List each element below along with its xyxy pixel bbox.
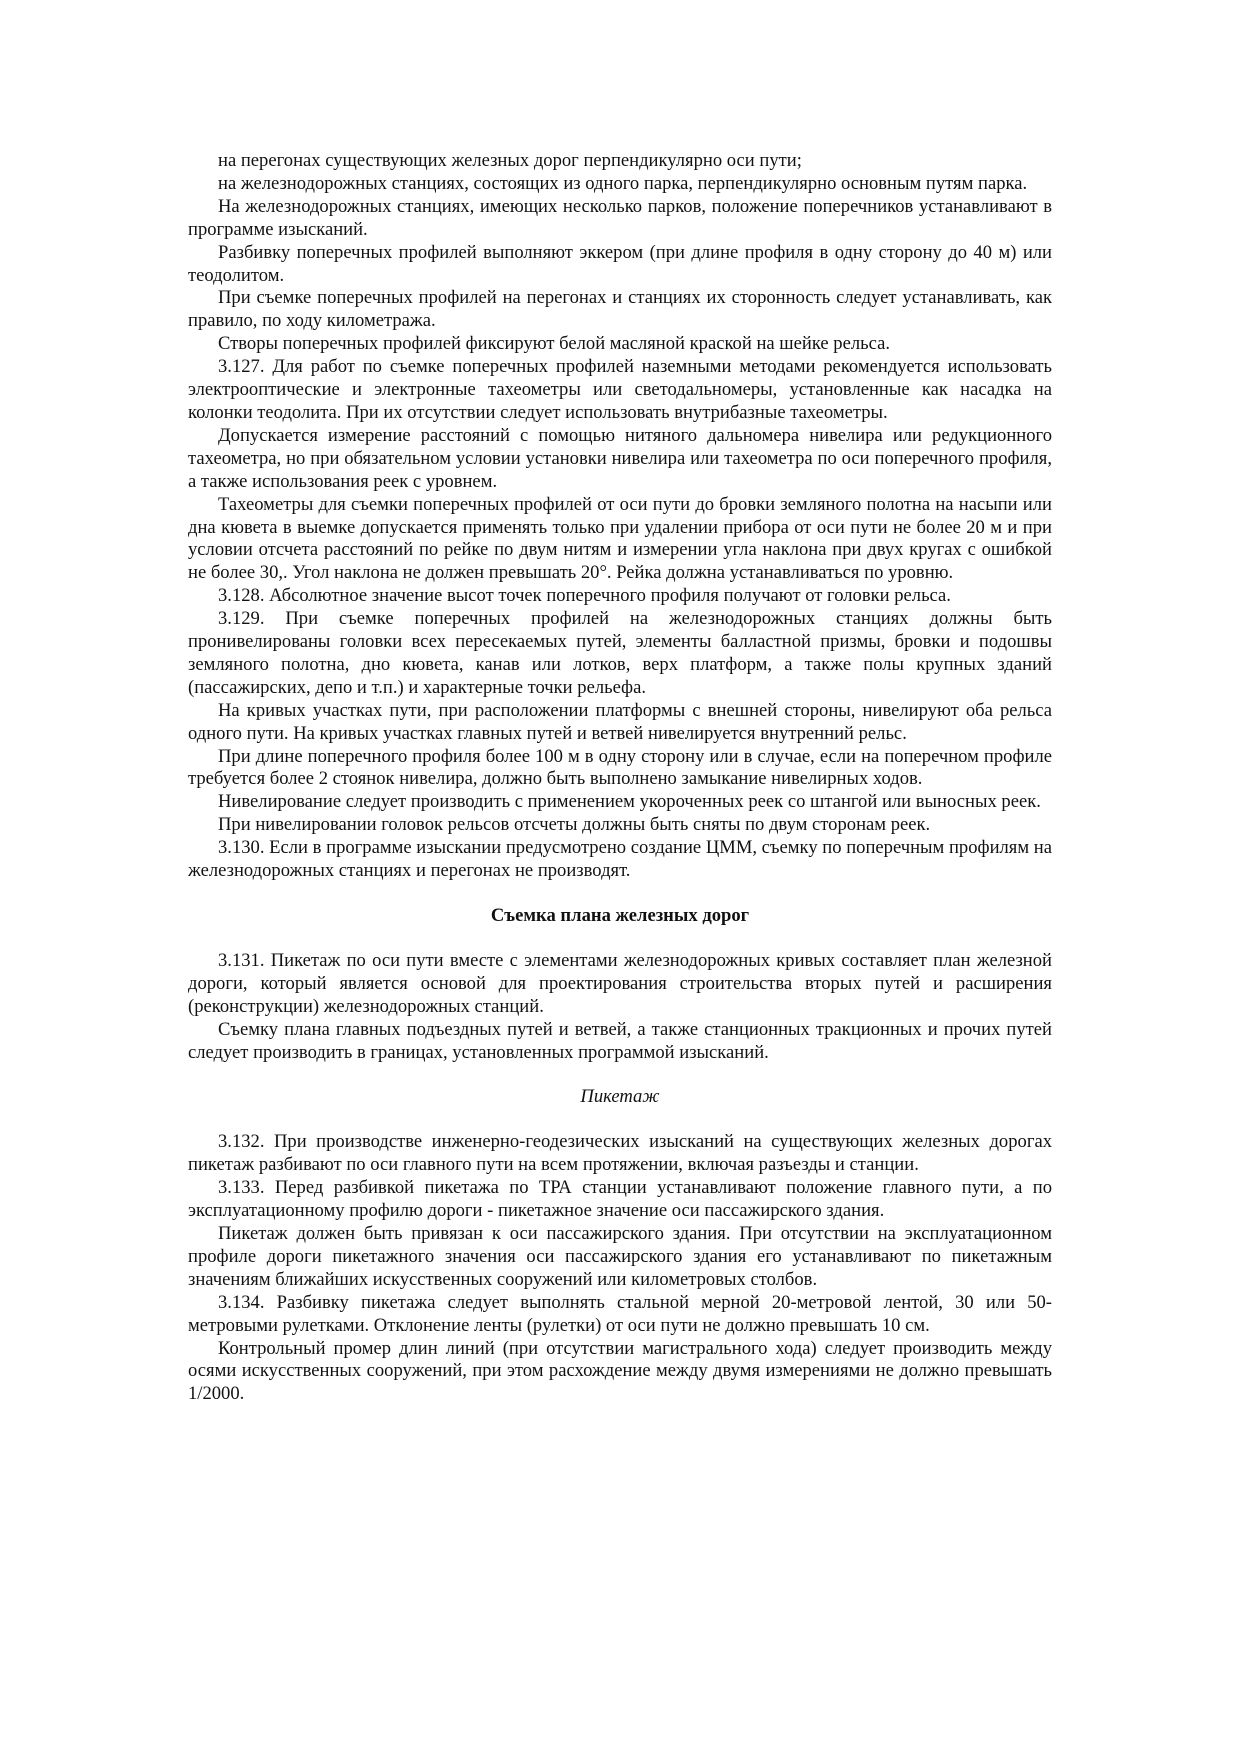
paragraph: На кривых участках пути, при расположении платформы с внешней стороны, нивелируют оба рельса одного пути. На кривых участках главных путей и ветвей нивелируется внутренний рельс. xyxy=(188,699,1052,744)
paragraph: При съемке поперечных профилей на перегонах и станциях их сторонность следует устанавливать, как правило, по ходу километража. xyxy=(188,287,1052,332)
paragraph: Створы поперечных профилей фиксируют белой масляной краской на шейке рельса. xyxy=(218,333,890,355)
paragraph: При длине поперечного профиля более 100 м в одну сторону или в случае, если на поперечном профиле требуется более 2 стоянок нивелира, должно быть выполнено замыкание нивелирных ходов. xyxy=(188,745,1052,790)
paragraph: На железнодорожных станциях, имеющих несколько парков, положение поперечников устанавливают в программе изысканий. xyxy=(188,195,1052,240)
paragraph: на перегонах существующих железных дорог перпендикулярно оси пути; xyxy=(218,150,802,171)
paragraph: Допускается измерение расстояний с помощью нитяного дальномера нивелира или редукционного тахеометра, но при обязательном условии установки нивелира или тахеометра по оси поперечного профиля, а также использования реек с уровнем. xyxy=(188,424,1052,492)
document-page xyxy=(188,150,1052,1406)
paragraph: 3.132. При производстве инженерно-геодезических изысканий на существующих железных дорогах пикетаж разбивают по оси главного пути на всем протяжении, включая разъезды и станции. xyxy=(188,1131,1052,1176)
paragraph: Съемку плана главных подъездных путей и ветвей, а также станционных тракционных и прочих путей следует производить в границах, установленных программой изысканий. xyxy=(188,1018,1052,1063)
paragraph: Разбивку поперечных профилей выполняют эккером (при длине профиля в одну сторону до 40 м) или теодолитом. xyxy=(188,241,1052,286)
paragraph: на железнодорожных станциях, состоящих из одного парка, перпендикулярно основным путям парка. xyxy=(218,172,1028,194)
paragraph: 3.128. Абсолютное значение высот точек поперечного профиля получают от головки рельса. xyxy=(218,585,951,607)
paragraph: Тахеометры для съемки поперечных профилей от оси пути до бровки земляного полотна на насыпи или дна кювета в выемке допускается применять только при удалении прибора от оси пути не более 20 м и при условии отсчета расстояний по рейке по двум нитям и измерении угла наклона при двух кругах с ошибкой не более 30,. Угол наклона не должен превышать 20°. Рейка должна устанавливаться по уровню. xyxy=(188,493,1052,584)
paragraph: При нивелировании головок рельсов отсчеты должны быть сняты по двум сторонам реек. xyxy=(218,814,931,836)
section-heading: Съемка плана железных дорог xyxy=(490,905,750,926)
paragraph: 3.129. При съемке поперечных профилей на железнодорожных станциях должны быть пронивелированы головки всех пересекаемых путей, элементы балластной призмы, бровки и подошвы земляного полотна, дно кювета, канав или лотков, верх платформ, а также полы крупных зданий (пассажирских, депо и т.п.) и характерные точки рельефа. xyxy=(188,608,1052,698)
subsection-heading: Пикетаж xyxy=(580,1086,660,1108)
paragraph: Пикетаж должен быть привязан к оси пассажирского здания. При отсутствии на эксплуатационном профиле дороги пикетажного значения оси пассажирского здания его устанавливают по пикетажным значениям ближайших искусственных сооружений или километровых столбов. xyxy=(188,1222,1052,1290)
paragraph: 3.133. Перед разбивкой пикетажа по ТРА станции устанавливают положение главного пути, а по эксплуатационному профилю дороги - пикетажное значение оси пассажирского здания. xyxy=(188,1177,1052,1222)
paragraph: 3.131. Пикетаж по оси пути вместе с элементами железнодорожных кривых составляет план железной дороги, который является основой для проектирования строительства вторых путей и расширения (реконструкции) железнодорожных станций. xyxy=(188,949,1052,1017)
paragraph: Контрольный промер длин линий (при отсутствии магистрального хода) следует производить между осями искусственных сооружений, при этом расхождение между двумя измерениями не должно превышать 1/2000. xyxy=(188,1337,1052,1405)
paragraph: 3.127. Для работ по съемке поперечных профилей наземными методами рекомендуется использовать электрооптические и электронные тахеометры или светодальномеры, установленные как насадка на колонки теодолита. При их отсутствии следует использовать внутрибазные тахеометры. xyxy=(188,356,1052,423)
paragraph: 3.130. Если в программе изыскании предусмотрено создание ЦММ, съемку по поперечным профилям на железнодорожных станциях и перегонах не производят. xyxy=(188,837,1052,882)
paragraph: Нивелирование следует производить с применением укороченных реек со штангой или выносных реек. xyxy=(218,791,1041,813)
paragraph: 3.134. Разбивку пикетажа следует выполнять стальной мерной 20-метровой лентой, 30 или 50-метровыми рулетками. Отклонение ленты (рулетки) от оси пути не должно превышать 10 см. xyxy=(188,1291,1052,1336)
